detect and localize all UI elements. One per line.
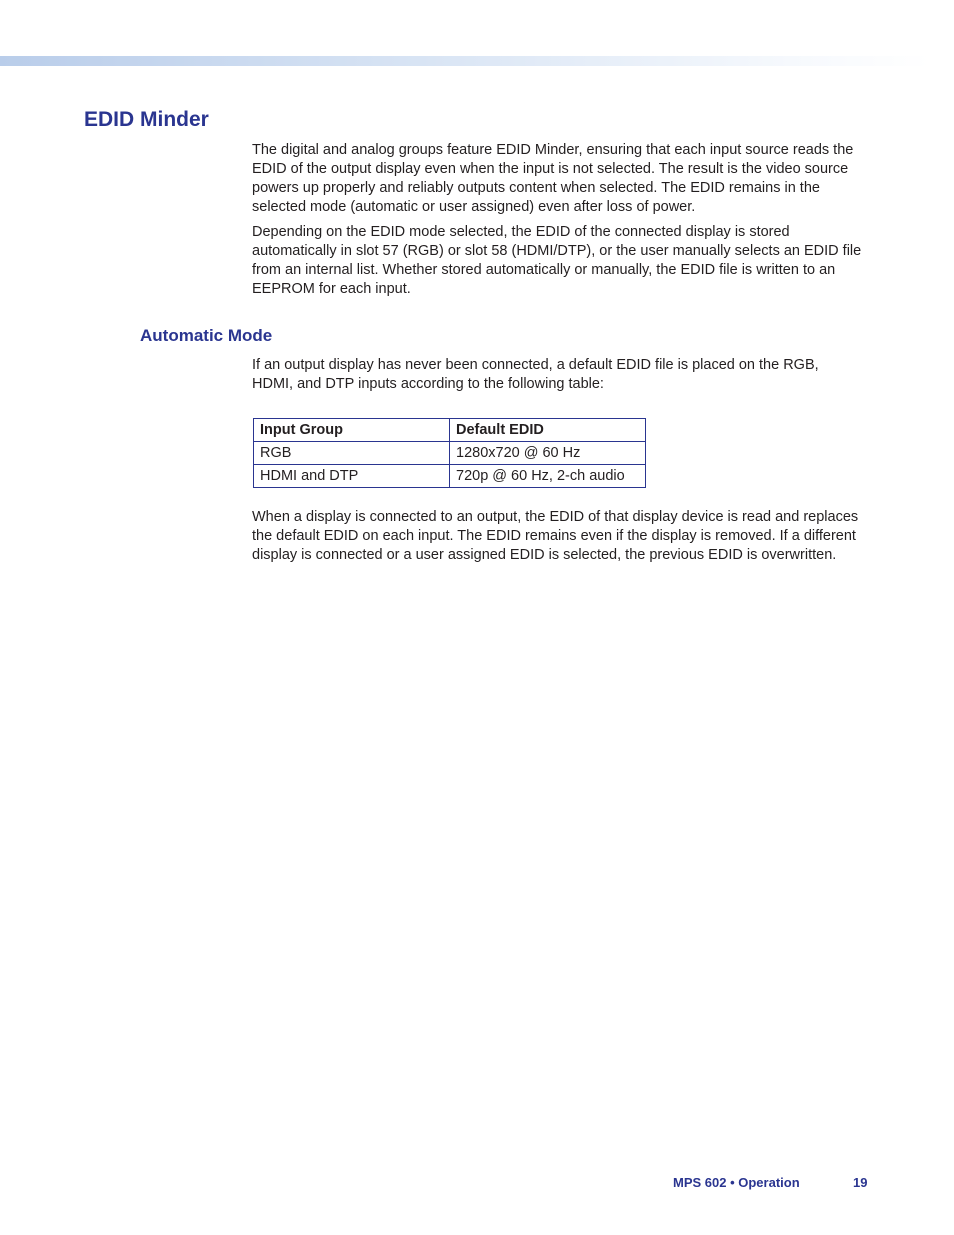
table-row <box>254 465 646 488</box>
subsection-closing-paragraph: When a display is connected to an output, the EDID of that display device is read and replaces the default EDID on each input. The EDID remains even if the display is removed. If a different display is connected or a user assigned EDID is selected, the previous EDID is overwritten. <box>252 509 859 563</box>
table-row <box>254 442 646 465</box>
table-header-row <box>254 419 646 442</box>
header-decorative-bar <box>0 56 930 66</box>
body-paragraph-1: The digital and analog groups feature EDID Minder, ensuring that each input source reads the EDID of the output display even when the input is not selected. The result is the video source powers up properly and reliably outputs content when selected. The EDID remains in the selected mode (automatic or user assigned) even after loss of power. <box>252 142 854 215</box>
table-header-default-edid: Default EDID <box>450 419 646 442</box>
table-cell: RGB <box>254 442 450 465</box>
table-cell: 720p @ 60 Hz, 2-ch audio <box>450 465 646 488</box>
table-cell: HDMI and DTP <box>254 465 450 488</box>
body-paragraph-2: Depending on the EDID mode selected, the EDID of the connected display is stored automatically in slot 57 (RGB) or slot 58 (HDMI/DTP), or the user manually selects an EDID file from an internal list. Whether stored automatically or manually, the EDID file is written to an EEPROM for each input. <box>252 224 862 297</box>
table-header-input-group: Input Group <box>254 419 450 442</box>
footer-page-number: 19 <box>853 1175 868 1190</box>
section-title: EDID Minder <box>84 108 209 131</box>
table-cell: 1280x720 @ 60 Hz <box>450 442 646 465</box>
subsection-intro: If an output display has never been connected, a default EDID file is placed on the RGB, HDMI, and DTP inputs according to the following table: <box>252 357 819 392</box>
default-edid-table <box>253 418 646 488</box>
footer-document-title: MPS 602 • Operation <box>673 1175 800 1190</box>
subsection-title: Automatic Mode <box>140 326 273 345</box>
